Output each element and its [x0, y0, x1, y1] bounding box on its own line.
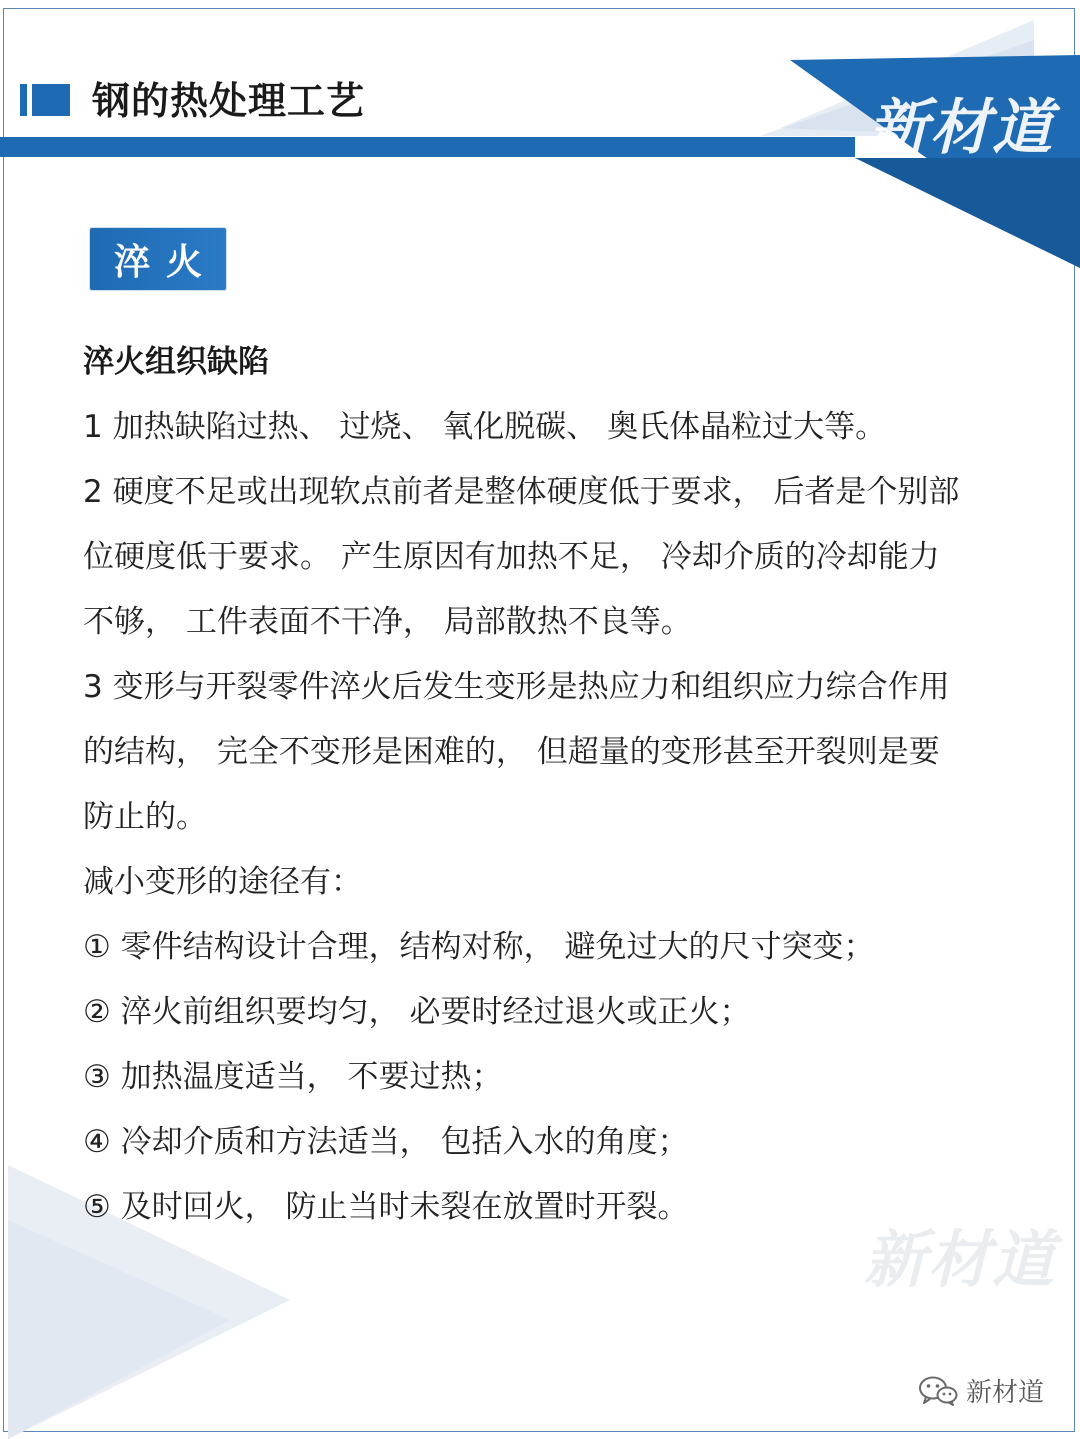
list-item-5: ⑤ 及时回火， 防止当时未裂在放置时开裂。	[83, 1189, 689, 1225]
section-subheading: 淬火组织缺陷	[83, 344, 269, 380]
page-title: 钢的热处理工艺	[92, 79, 366, 123]
section-badge	[90, 228, 226, 290]
list-item-2: ② 淬火前组织要均匀， 必要时经过退火或正火；	[83, 994, 751, 1030]
wechat-account-tag[interactable]	[918, 1372, 1044, 1409]
top-right-dark-wedge	[855, 158, 1080, 268]
wechat-account-name: 新材道	[966, 1378, 1045, 1408]
list-item-4: ④ 冷却介质和方法适当， 包括入水的角度；	[83, 1124, 689, 1160]
section-badge-label: 淬火	[113, 241, 218, 283]
header-icon	[20, 80, 70, 118]
article-content	[83, 330, 963, 1240]
paragraph-2: 2 硬度不足或出现软点前者是整体硬度低于要求， 后者是个别部位硬度低于要求。 产生原因有加热不足， 冷却介质的冷却能力不够， 工件表面不干净， 局部散热不良等。	[83, 474, 960, 640]
wechat-icon	[918, 1375, 958, 1407]
list-item-1: ① 零件结构设计合理，结构对称， 避免过大的尺寸突变；	[83, 929, 875, 965]
list-item-3: ③ 加热温度适当， 不要过热；	[83, 1059, 503, 1095]
list-intro: 减小变形的途径有：	[83, 864, 362, 900]
paragraph-1: 1 加热缺陷过热、 过烧、 氧化脱碳、 奥氏体晶粒过大等。	[83, 409, 887, 445]
brand-watermark: 新材道	[864, 1223, 1057, 1296]
paragraph-3: 3 变形与开裂零件淬火后发生变形是热应力和组织应力综合作用的结构， 完全不变形是困难的， 但超量的变形甚至开裂则是要防止的。	[83, 669, 950, 835]
brand-logo-text: 新材道	[868, 93, 1054, 163]
header-blue-bar	[0, 137, 855, 157]
